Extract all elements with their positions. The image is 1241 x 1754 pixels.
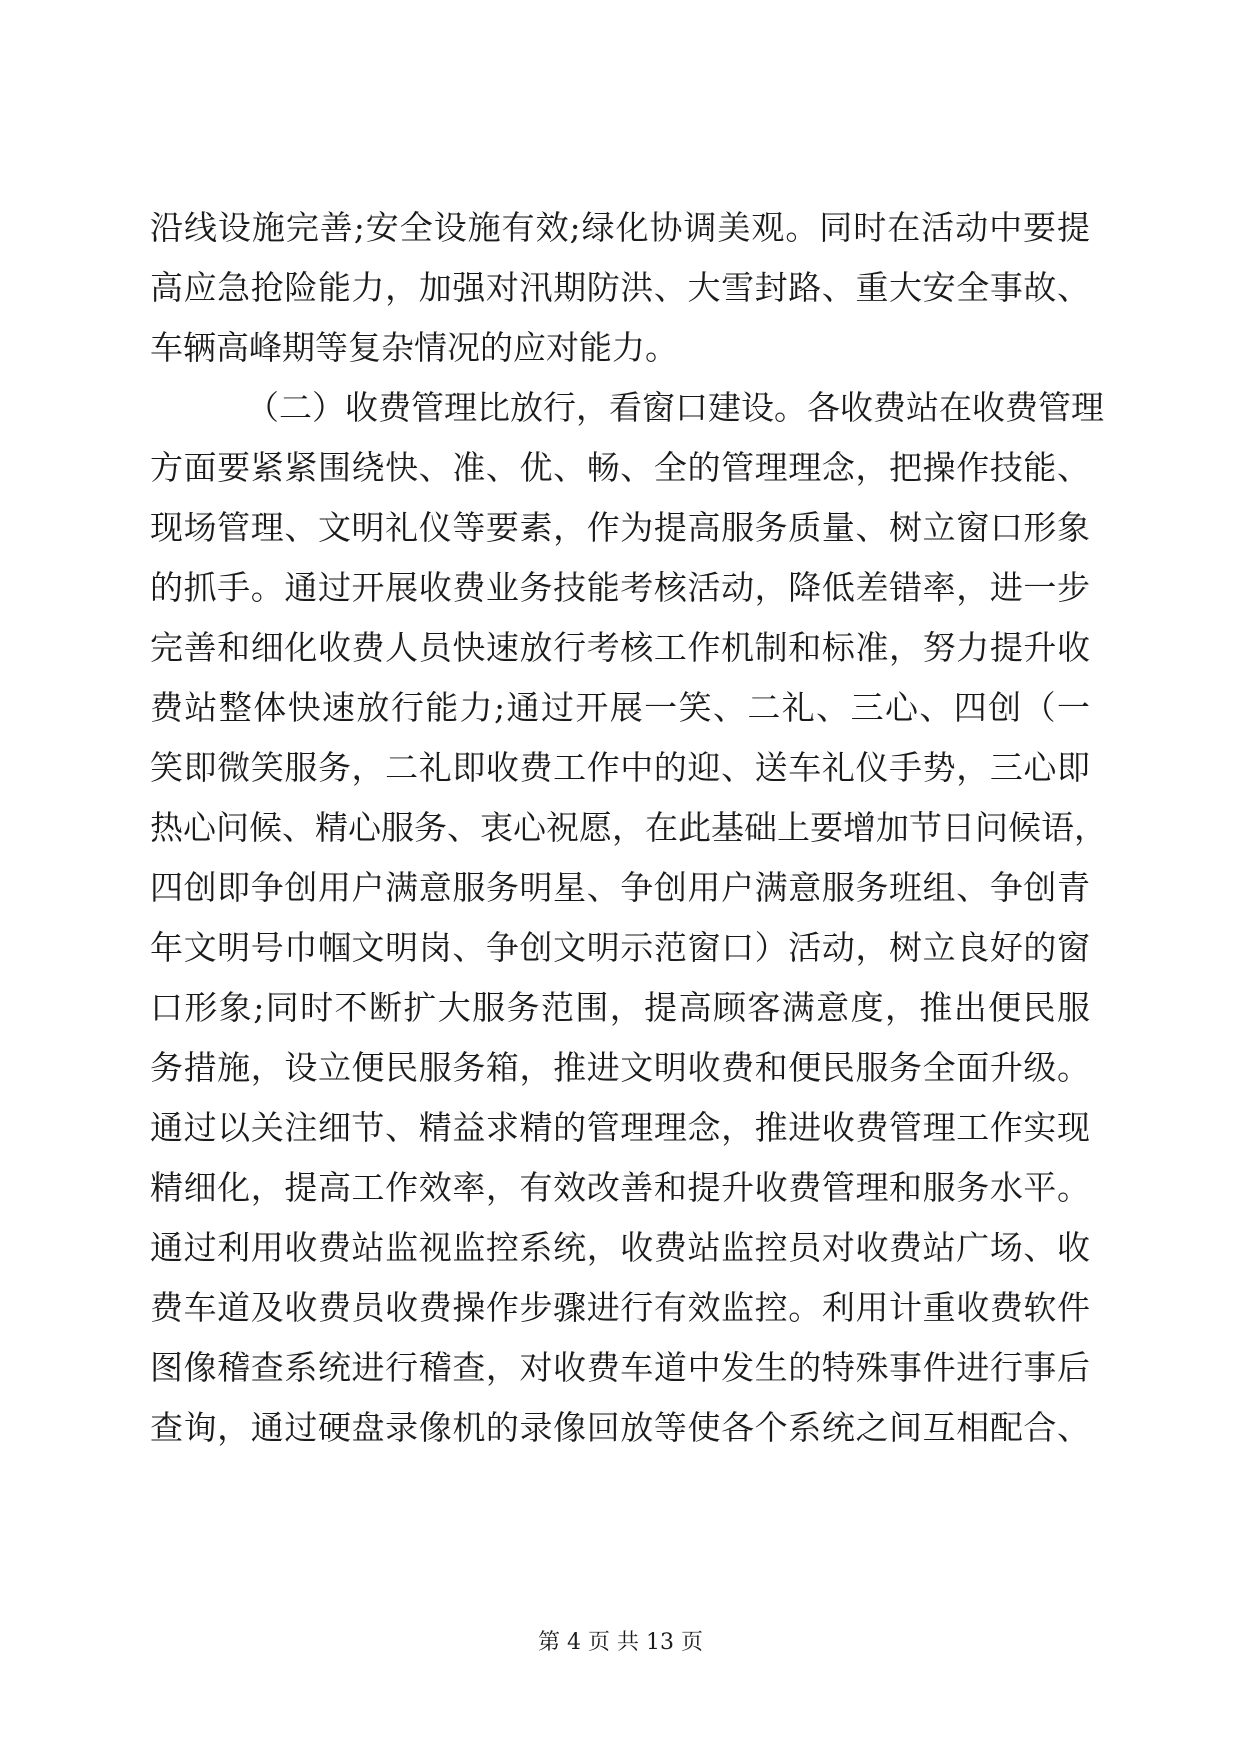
- text-line: 通过以关注细节、精益求精的管理理念，推进收费管理工作实现: [150, 1108, 1090, 1147]
- text-line: 口形象;同时不断扩大服务范围，提高顾客满意度，推出便民服: [150, 988, 1090, 1027]
- text-line: 精细化，提高工作效率，有效改善和提升收费管理和服务水平。: [150, 1168, 1090, 1207]
- text-line: 现场管理、文明礼仪等要素，作为提高服务质量、树立窗口形象: [150, 508, 1090, 547]
- text-line: 务措施，设立便民服务箱，推进文明收费和便民服务全面升级。: [150, 1048, 1090, 1087]
- text-line: 完善和细化收费人员快速放行考核工作机制和标准，努力提升收: [150, 628, 1090, 667]
- text-line: 沿线设施完善;安全设施有效;绿化协调美观。同时在活动中要提: [150, 208, 1090, 247]
- section-heading-line: （二）收费管理比放行，看窗口建设。各收费站在收费管理: [246, 388, 1104, 427]
- text-line: 费车道及收费员收费操作步骤进行有效监控。利用计重收费软件: [150, 1288, 1090, 1327]
- body-text: [150, 198, 1107, 1458]
- page-number-footer: 第 4 页 共 13 页: [538, 1630, 703, 1655]
- text-line: 四创即争创用户满意服务明星、争创用户满意服务班组、争创青: [150, 868, 1090, 907]
- text-line: 高应急抢险能力，加强对汛期防洪、大雪封路、重大安全事故、: [150, 268, 1090, 307]
- text-line: 热心问候、精心服务、衷心祝愿，在此基础上要增加节日问候语，: [150, 808, 1107, 847]
- text-line: 的抓手。通过开展收费业务技能考核活动，降低差错率，进一步: [150, 568, 1090, 607]
- text-line: 年文明号巾帼文明岗、争创文明示范窗口）活动，树立良好的窗: [150, 928, 1090, 967]
- text-line: 车辆高峰期等复杂情况的应对能力。: [150, 328, 678, 367]
- text-line: 查询，通过硬盘录像机的录像回放等使各个系统之间互相配合、: [150, 1408, 1090, 1447]
- text-line: 笑即微笑服务，二礼即收费工作中的迎、送车礼仪手势，三心即: [150, 748, 1090, 787]
- text-line: 费站整体快速放行能力;通过开展一笑、二礼、三心、四创（一: [150, 688, 1090, 727]
- text-line: 通过利用收费站监视监控系统，收费站监控员对收费站广场、收: [150, 1228, 1090, 1267]
- text-line: 方面要紧紧围绕快、准、优、畅、全的管理理念，把操作技能、: [150, 448, 1090, 487]
- text-line: 图像稽查系统进行稽查，对收费车道中发生的特殊事件进行事后: [150, 1348, 1090, 1387]
